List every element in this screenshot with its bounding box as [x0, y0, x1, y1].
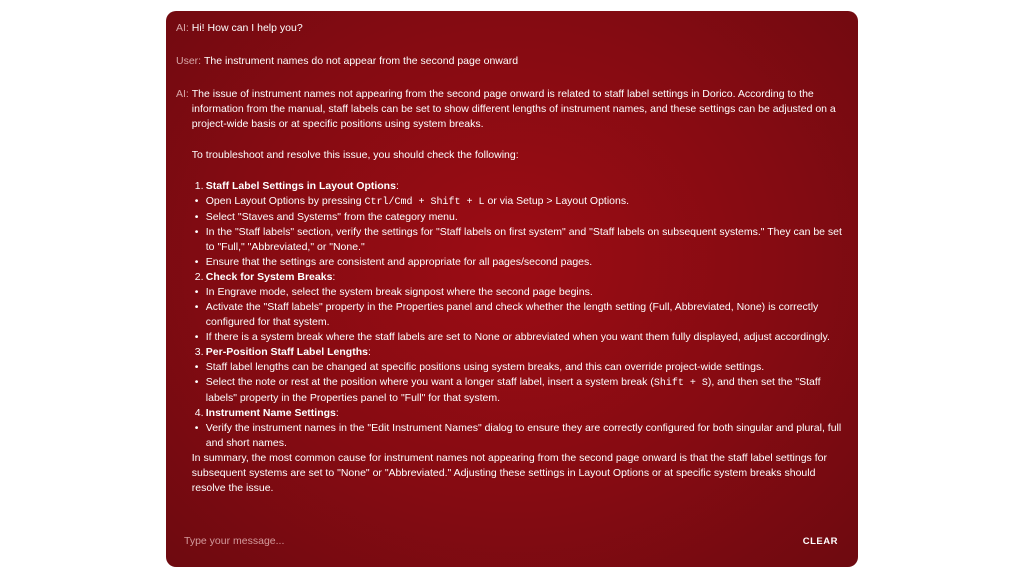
clear-button[interactable]: CLEAR: [795, 532, 846, 551]
message-role: User:: [176, 55, 205, 67]
shortcut-code: Ctrl/Cmd + Shift + L: [364, 197, 485, 208]
list-item-text: Verify the instrument names in the "Edit Instrument Names" dialog to ensure they are correctly configured for both singular and plural, full and short names.: [205, 422, 842, 449]
list-item: [192, 375, 846, 406]
list-item: [192, 285, 846, 300]
list-item: [192, 210, 846, 225]
chat-panel: [166, 11, 858, 567]
step-title: Check for System Breaks: [205, 271, 333, 283]
list-item-text: Select "Staves and Systems" from the category menu.: [205, 211, 458, 223]
step-title: Instrument Name Settings: [205, 407, 336, 419]
list-item: [192, 194, 846, 210]
list-item: [192, 225, 846, 255]
message-ai-greeting: [176, 21, 846, 36]
step-heading: 3. Per-Position Staff Label Lengths:: [194, 346, 371, 358]
list-item-text: In Engrave mode, select the system break signpost where the second page begins.: [205, 286, 593, 298]
message-role: AI:: [176, 88, 192, 100]
list-item: [192, 330, 846, 345]
list-item-text: In the "Staff labels" section, verify the settings for "Staff labels on first system" and "Staff labels on subsequent systems." They can be set to "Full," "Abbreviated," or "None.": [205, 226, 842, 253]
list-item-text: or via Setup > Layout Options.: [484, 195, 630, 207]
list-item: [192, 255, 846, 270]
step-number: 2.: [194, 271, 204, 283]
list-item-text: Staff label lengths can be changed at specific positions using system breaks, and this can override project-wide settings.: [205, 361, 765, 373]
message-user: [176, 54, 846, 69]
list-item-text: Activate the "Staff labels" property in the Properties panel and check whether the length setting (Full, Abbreviated, None) is correctly configured for that system.: [205, 301, 819, 328]
list-item: [192, 300, 846, 330]
step-title: Per-Position Staff Label Lengths: [205, 346, 368, 358]
step-list: [192, 179, 846, 451]
step-title: Staff Label Settings in Layout Options: [205, 180, 396, 192]
step-number: 3.: [194, 346, 204, 358]
composer: [176, 527, 846, 555]
message-input[interactable]: [176, 535, 795, 547]
list-item-text: ), and then set the "Staff labels" property in the Properties panel to "Full" for that system.: [205, 376, 821, 404]
message-role: AI:: [176, 22, 192, 34]
answer-intro: The issue of instrument names not appearing from the second page onward is related to staff label settings in Dorico. According to the information from the manual, staff labels can be set to show different lengths of instrument names, and these settings can be adjusted on a project-wide basis or at specific positions using system breaks.: [191, 88, 836, 130]
step-heading: 1. Staff Label Settings in Layout Options:: [194, 180, 399, 192]
list-item: [192, 360, 846, 375]
list-item-text: Select the note or rest at the position where you want a longer staff label, insert a system break (: [205, 376, 654, 388]
message-ai-answer: [176, 87, 846, 496]
message-list: [176, 21, 846, 523]
list-item-text: Open Layout Options by pressing: [205, 195, 365, 207]
list-item-text: If there is a system break where the staff labels are set to None or abbreviated when you want them fully displayed, adjust accordingly.: [205, 331, 830, 343]
answer-summary: In summary, the most common cause for instrument names not appearing from the second page onward is that the staff label settings for subsequent systems are set to "None" or "Abbreviated." Adjusting these settings in Layout Options or at specific system breaks should resolve the issue.: [191, 452, 827, 494]
answer-body: [192, 87, 846, 496]
step-number: 4.: [194, 407, 204, 419]
answer-lead: To troubleshoot and resolve this issue, you should check the following:: [191, 149, 519, 161]
message-text: The instrument names do not appear from the second page onward: [204, 55, 519, 67]
message-text: Hi! How can I help you?: [191, 22, 303, 34]
list-item-text: Ensure that the settings are consistent and appropriate for all pages/second pages.: [205, 256, 593, 268]
step-heading: 4. Instrument Name Settings:: [194, 407, 339, 419]
step-heading: 2. Check for System Breaks:: [194, 271, 336, 283]
list-item: [192, 421, 846, 451]
shortcut-code: Shift + S: [653, 378, 708, 389]
step-number: 1.: [194, 180, 204, 192]
